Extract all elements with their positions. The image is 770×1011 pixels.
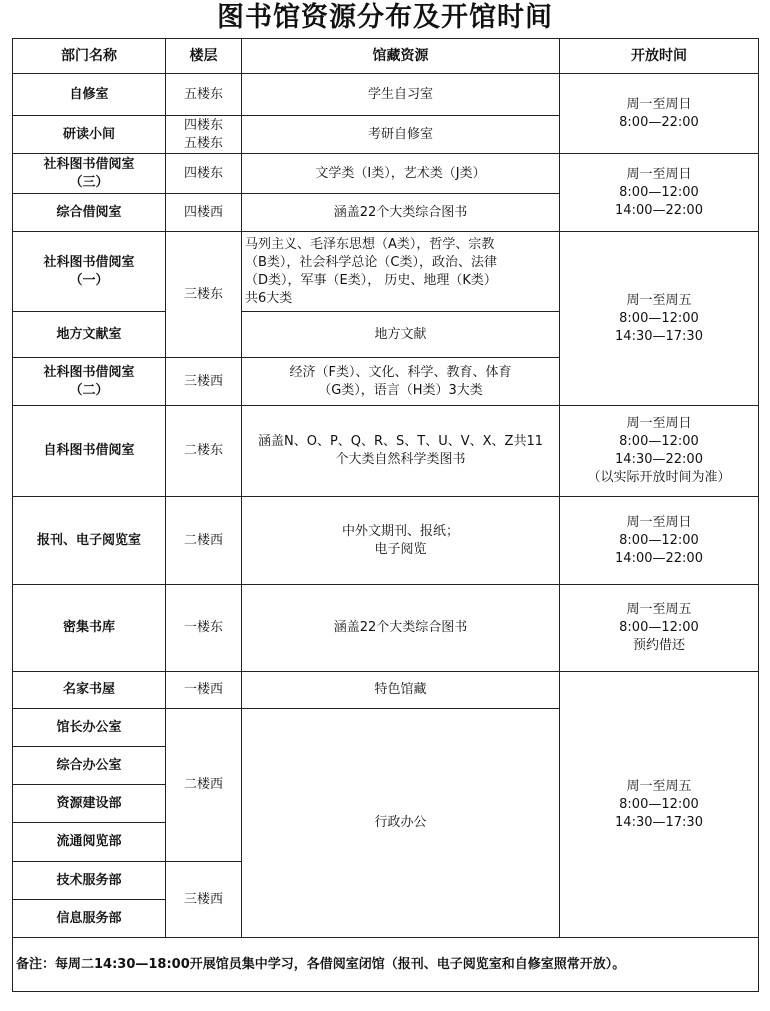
resource-line: （G类），语言（H类）3大类 — [318, 382, 483, 398]
floor-cell: 二楼西 — [166, 497, 242, 585]
resource-cell: 地方文献 — [242, 312, 560, 358]
table-row — [13, 232, 759, 312]
hours-cell — [560, 585, 759, 672]
hours-line: 周一至周日 — [626, 166, 692, 182]
hours-cell — [560, 497, 759, 585]
dept-cell: 研读小间 — [13, 116, 166, 154]
dept-line: 社科图书借阅室 — [43, 254, 135, 270]
hours-line: 周一至周日 — [626, 514, 692, 530]
dept-cell: 信息服务部 — [13, 900, 166, 938]
resource-cell: 行政办公 — [242, 709, 560, 938]
hours-line: 14:30—17:30 — [615, 814, 703, 830]
dept-cell — [13, 358, 166, 406]
hours-line: 8:00—22:00 — [619, 114, 699, 130]
hours-cell — [560, 232, 759, 406]
resource-cell — [242, 358, 560, 406]
table-row — [13, 406, 759, 497]
resource-line: 中外文期刊、报纸； — [341, 523, 459, 539]
resource-line: 个大类自然科学类图书 — [335, 452, 466, 467]
resource-line: 经济（F类）、文化、科学、教育、体育 — [289, 364, 512, 380]
hours-line: 8:00—12:00 — [619, 184, 699, 200]
resource-line: （D类），军事（E类）， 历史、地理（K类） — [245, 272, 497, 288]
table-row — [13, 74, 759, 116]
resource-line: 涵盖N、O、P、Q、R、S、T、U、V、X、Z共11 — [257, 434, 544, 449]
table-row — [13, 154, 759, 194]
dept-cell: 地方文献室 — [13, 312, 166, 358]
note-row — [13, 938, 759, 992]
hours-line: 周一至周日 — [626, 96, 692, 112]
hours-line: 周一至周五 — [626, 602, 692, 617]
dept-cell: 名家书屋 — [13, 672, 166, 709]
hours-cell — [560, 672, 759, 938]
hours-line: 14:30—22:00 — [615, 452, 703, 467]
resource-cell — [242, 497, 560, 585]
resource-line: 电子阅览 — [374, 541, 427, 557]
hours-line: （以实际开放时间为准） — [587, 470, 731, 485]
hours-line: 8:00—12:00 — [619, 434, 699, 449]
resource-line: （B类），社会科学总论（C类），政治、法律 — [245, 254, 497, 270]
dept-line: 社科图书借阅室 — [43, 364, 135, 380]
dept-line: 社科图书借阅室 — [43, 156, 135, 172]
hours-line: 14:00—22:00 — [615, 550, 703, 566]
dept-cell — [13, 232, 166, 312]
floor-line: 五楼东 — [183, 135, 223, 151]
dept-line: （二） — [69, 382, 109, 398]
floor-cell: 五楼东 — [166, 74, 242, 116]
header-resource: 馆藏资源 — [242, 39, 560, 74]
dept-cell: 资源建设部 — [13, 785, 166, 823]
floor-cell: 四楼西 — [166, 194, 242, 232]
floor-cell: 三楼西 — [166, 358, 242, 406]
dept-cell: 综合借阅室 — [13, 194, 166, 232]
floor-cell: 三楼东 — [166, 232, 242, 358]
resource-line: 马列主义、毛泽东思想（A类），哲学、宗教 — [245, 236, 495, 252]
table-row — [13, 672, 759, 709]
dept-cell: 报刊、电子阅览室 — [13, 497, 166, 585]
hours-line: 8:00—12:00 — [619, 310, 699, 326]
table-row — [13, 585, 759, 672]
dept-cell: 流通阅览部 — [13, 823, 166, 862]
header-dept: 部门名称 — [13, 39, 166, 74]
dept-line: （三） — [69, 174, 109, 190]
hours-line: 周一至周五 — [626, 778, 692, 794]
resource-cell — [242, 406, 560, 497]
hours-line: 14:30—17:30 — [615, 328, 703, 344]
hours-line: 周一至周日 — [626, 416, 692, 431]
header-floor: 楼层 — [166, 39, 242, 74]
hours-line: 预约借还 — [632, 638, 685, 653]
schedule-table — [12, 38, 759, 992]
footnote: 备注：每周二14:30—18:00开展馆员集中学习，各借阅室闭馆（报刊、电子阅览室和自修室照常开放）。 — [13, 938, 759, 992]
resource-cell: 涵盖22个大类综合图书 — [242, 194, 560, 232]
floor-line: 四楼东 — [183, 117, 223, 133]
resource-cell — [242, 232, 560, 312]
floor-cell: 二楼西 — [166, 709, 242, 862]
header-hours: 开放时间 — [560, 39, 759, 74]
resource-cell: 文学类（I类），艺术类（J类） — [242, 154, 560, 194]
hours-line: 8:00—12:00 — [619, 620, 699, 635]
dept-cell: 自科图书借阅室 — [13, 406, 166, 497]
dept-line: （一） — [69, 272, 109, 288]
resource-cell: 涵盖22个大类综合图书 — [242, 585, 560, 672]
floor-cell: 三楼西 — [166, 862, 242, 938]
dept-cell: 密集书库 — [13, 585, 166, 672]
floor-cell: 一楼东 — [166, 585, 242, 672]
hours-cell — [560, 154, 759, 232]
dept-cell — [13, 154, 166, 194]
floor-cell: 二楼东 — [166, 406, 242, 497]
hours-line: 周一至周五 — [626, 292, 692, 308]
dept-cell: 综合办公室 — [13, 747, 166, 785]
resource-cell: 学生自习室 — [242, 74, 560, 116]
dept-cell: 技术服务部 — [13, 862, 166, 900]
dept-cell: 自修室 — [13, 74, 166, 116]
floor-cell: 一楼西 — [166, 672, 242, 709]
floor-cell: 四楼东 — [166, 154, 242, 194]
resource-cell: 特色馆藏 — [242, 672, 560, 709]
resource-cell: 考研自修室 — [242, 116, 560, 154]
floor-cell — [166, 116, 242, 154]
table-row — [13, 497, 759, 585]
hours-cell — [560, 74, 759, 154]
hours-line: 14:00—22:00 — [615, 202, 703, 218]
header-row — [13, 39, 759, 74]
dept-cell: 馆长办公室 — [13, 709, 166, 747]
hours-cell — [560, 406, 759, 497]
hours-line: 8:00—12:00 — [619, 532, 699, 548]
hours-line: 8:00—12:00 — [619, 796, 699, 812]
resource-line: 共6大类 — [245, 290, 293, 306]
page-title: 图书馆资源分布及开馆时间 — [217, 2, 553, 33]
